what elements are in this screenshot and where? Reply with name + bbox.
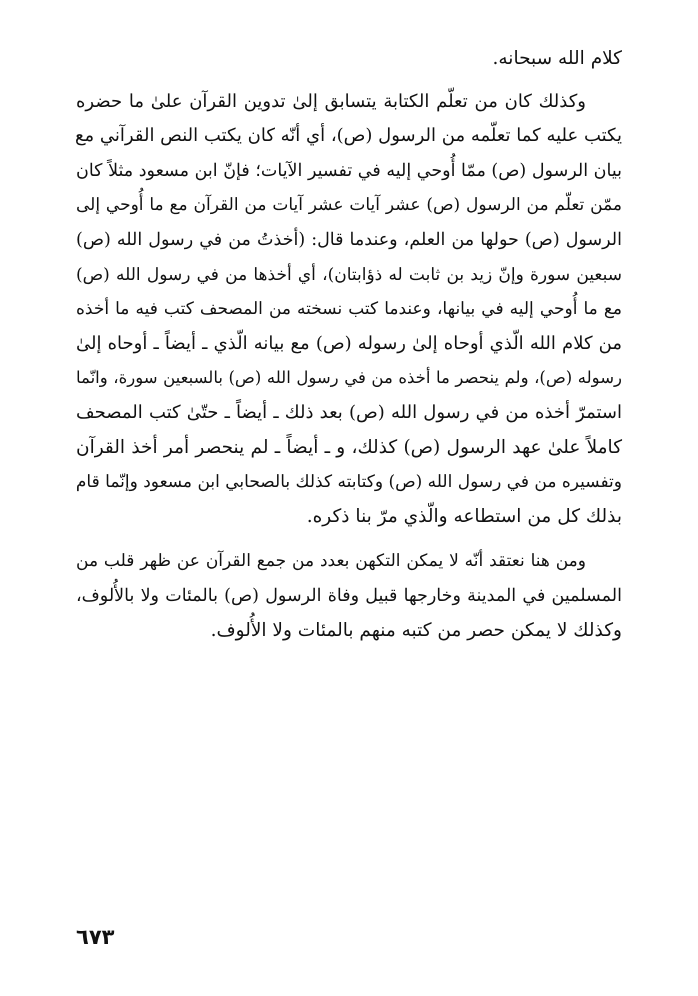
paragraph-3 [76, 544, 622, 648]
text-line: رسوله (ص)، ولم ينحصر ما أخذه من في رسول الله (ص) بالسبعين سورة، وانّما [76, 368, 622, 388]
text-line: استمرّ أخذه من في رسول الله (ص) بعد ذلك ـ أيضاً ـ حتّىٰ كتب المصحف [76, 401, 622, 423]
text-line: الرسول (ص) حولها من العلم، وعندما قال: (أخذتُ من في رسول الله (ص) [76, 229, 622, 250]
text-line: بيان الرسول (ص) ممّا أُوحي إليه في تفسير الآيات؛ فإنّ ابن مسعود مثلاً كان [76, 160, 622, 181]
text-line: مع ما أُوحي إليه في بيانها، وعندما كتب نسخته من المصحف كتب فيه ما أخذه [76, 299, 622, 320]
paragraph-2 [76, 85, 622, 535]
text-line: وتفسيره من في رسول الله (ص) وكتابته كذلك بالصحابي ابن مسعود وإنّما قام [75, 472, 622, 493]
paragraph-1 [76, 42, 622, 77]
text-line: وكذلك لا يمكن حصر من كتبه منهم بالمئات ولا الأُلوف. [210, 619, 622, 641]
text-line: وكذلك كان من تعلّم الكتابة يتسابق إلىٰ تدوين القرآن علىٰ ما حضره [76, 90, 586, 112]
text-line: كاملاً علىٰ عهد الرسول (ص) كذلك، و ـ أيضاً ـ لم ينحصر أمر أخذ القرآن [76, 436, 622, 458]
text-line: المسلمين في المدينة وخارجها قبيل وفاة الرسول (ص) بالمئات ولا بالأُلوف، [76, 585, 622, 606]
page-number: ٦٧٣ [76, 925, 115, 949]
page-body [76, 42, 622, 942]
text-line: من كلام الله الّذي أوحاه إلىٰ رسوله (ص) مع بيانه الّذي ـ أيضاً ـ أوحاه إلىٰ [76, 332, 622, 354]
text-line: بذلك كل من استطاعه والّذي مرّ بنا ذكره. [306, 505, 622, 527]
text-line: سبعين سورة وإنّ زيد بن ثابت له ذؤابتان)، أي أخذها من في رسول الله (ص) [76, 264, 622, 285]
text-line: يكتب عليه كما تعلّمه من الرسول (ص)، أي أنّه كان يكتب النص القرآني مع [74, 125, 622, 147]
text-line: ممّن تعلّم من الرسول (ص) عشر آيات عشر آيات من القرآن مع ما أُوحي إلى [76, 195, 622, 216]
text-line: كلام الله سبحانه. [492, 48, 622, 69]
text-line: ومن هنا نعتقد أنّه لا يمكن التكهن بعدد من جمع القرآن عن ظهر قلب من [76, 551, 586, 572]
